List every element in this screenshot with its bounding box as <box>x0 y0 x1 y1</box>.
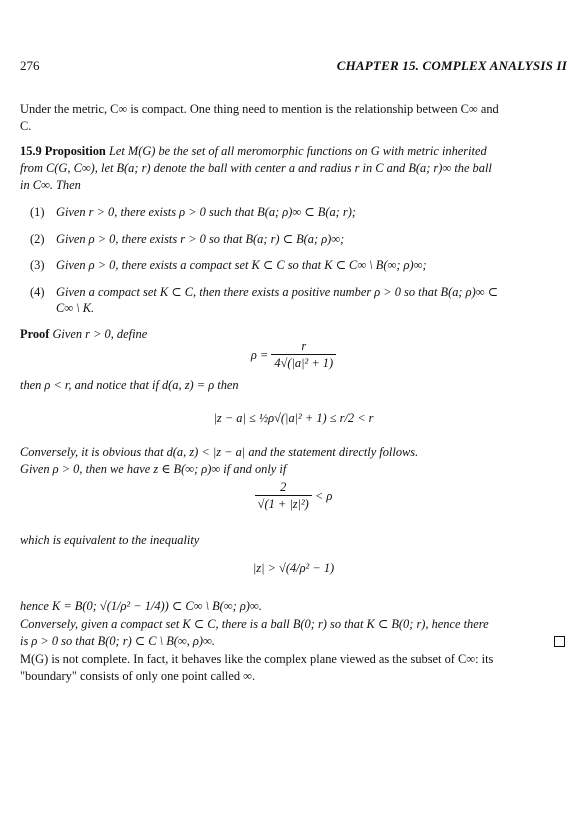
eq3-numerator: 2 <box>255 480 312 496</box>
qed-square <box>554 636 565 647</box>
proof-line-7: Conversely, given a compact set K ⊂ C, there is a ball B(0; r) so that K ⊂ B(0; r), hence there <box>20 617 489 631</box>
item-text: Given ρ > 0, there exists r > 0 so that B(a; r) ⊂ B(a; ρ)∞; <box>56 232 345 246</box>
page-number: 276 <box>20 58 40 73</box>
proposition-text-1: Let M(G) be the set of all meromorphic functions on G with metric inherited <box>108 144 487 158</box>
proposition-item-4 <box>30 284 567 316</box>
equation-modulus-bound: |z| > √(4/ρ² − 1) <box>252 561 335 575</box>
item-text: Given a compact set K ⊂ C, then there exists a positive number ρ > 0 so that B(a; ρ)∞ ⊂ <box>56 285 499 299</box>
proof-label: Proof <box>20 327 50 341</box>
proposition-line-3: in C∞. Then <box>20 178 81 192</box>
proposition-line-1 <box>20 143 567 159</box>
intro-line-1: Under the metric, C∞ is compact. One thing need to mention is the relationship between C∞ and <box>20 102 499 116</box>
proof-text-1: Given r > 0, define <box>52 327 148 341</box>
equation-rho-definition <box>20 339 567 371</box>
eq1-lhs: ρ = <box>250 348 269 362</box>
eq1-fraction <box>271 339 336 371</box>
equation-distance-bound: |z − a| ≤ ½ρ√(|a|² + 1) ≤ r/2 < r <box>213 411 374 425</box>
proposition-label: 15.9 Proposition <box>20 144 106 158</box>
eq3-rhs: < ρ <box>314 489 333 503</box>
intro-line-2: C. <box>20 119 32 133</box>
proposition-item-3 <box>30 257 567 273</box>
closing-line-1: M(G) is not complete. In fact, it behaves like the complex plane viewed as the subset of C∞: its <box>20 652 494 666</box>
item-text: Given r > 0, there exists ρ > 0 such that B(a; ρ)∞ ⊂ B(a; r); <box>56 205 356 219</box>
eq3-denominator: √(1 + |z|²) <box>257 497 309 511</box>
item-label: (2) <box>30 232 45 246</box>
proof-line-4: Given ρ > 0, then we have z ∈ B(∞; ρ)∞ if and only if <box>20 462 287 476</box>
document-page <box>20 0 567 827</box>
item-label: (1) <box>30 205 45 219</box>
proof-line-8: is ρ > 0 so that B(0; r) ⊂ C \ B(∞, ρ)∞. <box>20 634 215 648</box>
closing-line-2: "boundary" consists of only one point called ∞. <box>20 669 256 683</box>
item-text: Given ρ > 0, there exists a compact set K ⊂ C so that K ⊂ C∞ \ B(∞; ρ)∞; <box>56 258 427 272</box>
proposition-item-2 <box>30 231 567 247</box>
proposition-item-1 <box>30 204 567 220</box>
item-label: (4) <box>30 285 45 299</box>
page-header <box>20 58 567 76</box>
chapter-title: CHAPTER 15. COMPLEX ANALYSIS II <box>336 58 567 73</box>
item-text-continued: C∞ \ K. <box>56 301 95 315</box>
eq1-denominator: 4√(|a|² + 1) <box>274 356 334 370</box>
proof-line-2: then ρ < r, and notice that if d(a, z) = ρ then <box>20 378 239 392</box>
item-label: (3) <box>30 258 45 272</box>
proof-line-3: Conversely, it is obvious that d(a, z) < |z − a| and the statement directly follows. <box>20 445 419 459</box>
eq1-numerator: r <box>271 339 336 355</box>
proof-line-6: hence K = B(0; √(1/ρ² − 1/4)) ⊂ C∞ \ B(∞; ρ)∞. <box>20 599 262 613</box>
proof-line-5: which is equivalent to the inequality <box>20 533 200 547</box>
equation-infinity-ball <box>20 480 567 512</box>
eq3-fraction <box>255 480 312 512</box>
proposition-line-2: from C(G, C∞), let B(a; r) denote the ball with center a and radius r in C and B(a; r)∞ the ball <box>20 161 492 175</box>
